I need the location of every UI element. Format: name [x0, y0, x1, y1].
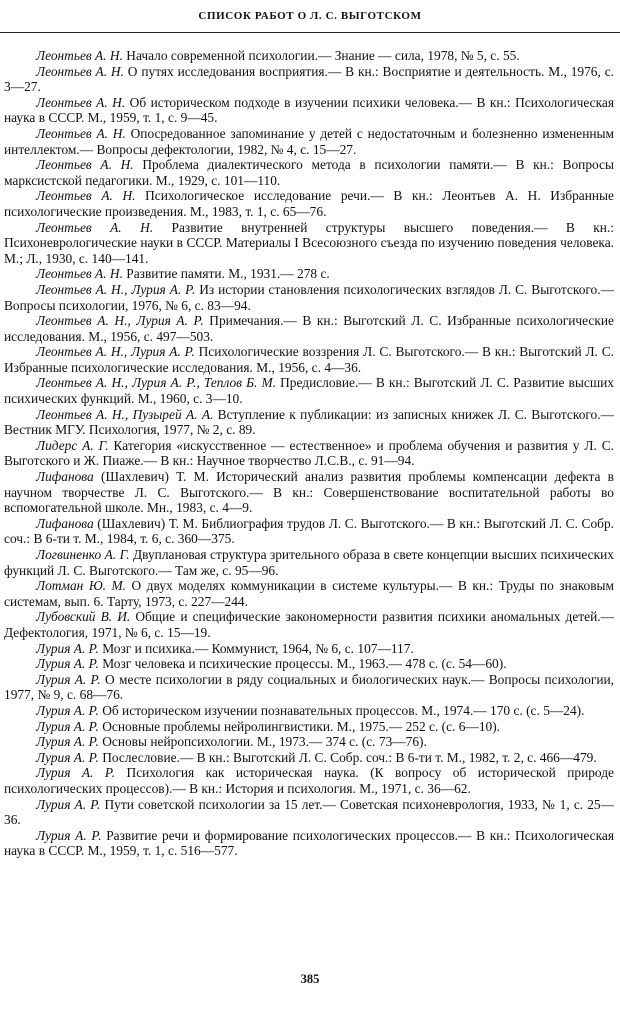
entry-text: Опосредованное запоминание у детей с недостаточным и болезненно измененным интеллектом.— Вопросы дефектологии, 1982, № 4, с. 15—27.: [4, 125, 615, 157]
entry-text: Об историческом подходе в изучении психики человека.— В кн.: Психологическая наука в СССР. М., 1959, т. 1, с. 9—45.: [4, 94, 614, 126]
bibliography-entry: [4, 469, 614, 516]
entry-author: Лифанова: [36, 469, 94, 485]
bibliography-entry: [4, 797, 614, 828]
bibliography-entry: [4, 641, 614, 657]
bibliography-entry: [4, 157, 614, 188]
entry-text: Проблема диалектического метода в психологии памяти.— В кн.: Вопросы марксистской педагогики. М., 1929, с. 101—110.: [4, 157, 614, 188]
bibliography-entry: [4, 578, 614, 609]
entry-author: Лурия А. Р.: [36, 718, 99, 734]
entry-author: Леонтьев А. Н.: [36, 157, 134, 173]
entry-text: О двух моделях коммуникации в системе культуры.— В кн.: Труды по знаковым системам, вып. 6. Тарту, 1973, с. 227—244.: [4, 578, 615, 609]
entry-author: Леонтьев А. Н.: [36, 48, 123, 63]
bibliography-entry: [4, 547, 614, 578]
entry-author: Лурия А. Р.: [36, 827, 102, 843]
entry-author: Лифанова: [36, 515, 94, 531]
entry-author: Лурия А. Р.: [36, 702, 99, 718]
bibliography-entry: [4, 828, 614, 859]
bibliography-entry: [4, 220, 614, 267]
entry-author: Лурия А. Р.: [36, 640, 99, 656]
entry-author: Леонтьев А. Н., Лурия А. Р.: [36, 313, 204, 329]
bibliography-entry: [4, 313, 614, 344]
bibliography-entry: [4, 375, 614, 406]
entry-author: Лубовский В. И.: [36, 609, 131, 625]
entry-text: (Шахлевич) Т. М. Исторический анализ развития проблемы компенсации дефекта в научном творчестве Л. С. Выготского.— В кн.: Совершенствование воспитательной работы во вспомогательной школе. Мн., 1983, с. 4—9.: [4, 469, 614, 516]
entry-author: Леонтьев А. Н.: [36, 63, 124, 79]
entry-text: Начало современной психологии.— Знание — сила, 1978, № 5, с. 55.: [122, 48, 520, 63]
bibliography-entry: [4, 266, 614, 282]
bibliography-entry: [4, 438, 614, 469]
entry-text: Развитие памяти. М., 1931.— 278 с.: [122, 266, 330, 282]
bibliography-entry: [4, 765, 614, 796]
entry-text: Вступление к публикации: из записных книжек Л. С. Выготского.— Вестник МГУ. Психология, 1977, № 2, с. 89.: [4, 406, 614, 438]
bibliography-entry: [4, 609, 614, 640]
entry-text: Развитие речи и формирование психологических процессов.— В кн.: Психологическая наука в СССР. М., 1959, т. 1, с. 516—577.: [4, 827, 615, 859]
bibliography-entry: [4, 64, 614, 95]
entry-text: Основы нейропсихологии. М., 1973.— 374 с. (с. 73—76).: [98, 734, 427, 750]
entry-text: Пути советской психологии за 15 лет.— Советская психоневрология, 1933, № 1, с. 25—36.: [4, 796, 614, 828]
bibliography-entry: [4, 48, 614, 64]
entry-author: Леонтьев А. Н.: [36, 188, 136, 204]
bibliography-entry: [4, 750, 614, 766]
header-rule: [0, 32, 620, 33]
entry-text: Психология как историческая наука. (К вопросу об исторической природе психологических процессов).— В кн.: История и психология. М., 1971, с. 36—62.: [4, 765, 614, 796]
entry-text: Примечания.— В кн.: Выготский Л. С. Избранные психологические исследования. М., 1956, с. 497—503.: [4, 313, 614, 344]
entry-author: Леонтьев А. Н.: [36, 94, 126, 110]
entry-text: Категория «искусственное — естественное» и проблема обучения и развития у Л. С. Выготского и Ж. Пиаже.— В кн.: Научное творчество Л.С.В., с. 91—94.: [4, 437, 614, 469]
entry-author: Леонтьев А. Н.: [36, 125, 126, 141]
entry-text: Предисловие.— В кн.: Выготский Л. С. Развитие высших психических функций. М., 1960, с. 3—10.: [4, 375, 614, 407]
bibliography-entry: [4, 282, 614, 313]
bibliography-entry: [4, 188, 614, 219]
entry-text: Двуплановая структура зрительного образа в свете концепции высших психических функций Л. С. Выготского.— Там же, с. 95—96.: [4, 547, 614, 578]
entry-author: Леонтьев А. Н., Пузырей А. А.: [36, 406, 214, 422]
page-number: 385: [300, 972, 320, 986]
bibliography-entry: [4, 126, 614, 157]
bibliography-entry: [4, 95, 614, 126]
bibliography-list: [4, 48, 614, 859]
bibliography-entry: [4, 734, 614, 750]
entry-author: Лурия А. Р.: [36, 656, 99, 672]
entry-author: Леонтьев А. Н.: [36, 266, 123, 282]
bibliography-entry: [4, 407, 614, 438]
entry-author: Леонтьев А. Н., Лурия А. Р., Теплов Б. М.: [36, 375, 276, 391]
entry-text: Основные проблемы нейролингвистики. М., 1975.— 252 с. (с. 6—10).: [98, 718, 501, 734]
entry-author: Леонтьев А. Н., Лурия А. Р.: [36, 344, 195, 360]
entry-author: Лурия А. Р.: [36, 734, 99, 750]
entry-author: Лурия А. Р.: [36, 749, 99, 765]
entry-text: Психологические воззрения Л. С. Выготского.— В кн.: Выготский Л. С. Избранные психологические исследования. М., 1956, с. 4—36.: [4, 344, 614, 375]
entry-text: Психологическое исследование речи.— В кн.: Леонтьев А. Н. Избранные психологические произведения. М., 1983, т. 1, с. 65—76.: [4, 188, 614, 219]
entry-text: О путях исследования восприятия.— В кн.: Восприятие и деятельность. М., 1976, с. 3—27.: [4, 63, 614, 95]
entry-author: Лурия А. Р.: [36, 765, 116, 781]
entry-text: Послесловие.— В кн.: Выготский Л. С. Собр. соч.: В 6-ти т. М., 1982, т. 2, с. 466—479.: [98, 749, 597, 765]
entry-text: Из истории становления психологических взглядов Л. С. Выготского.— Вопросы психологии, 1976, № 6, с. 83—94.: [4, 281, 614, 313]
entry-text: Об историческом изучении познавательных процессов. М., 1974.— 170 с. (с. 5—24).: [98, 702, 585, 718]
entry-author: Лидерс А. Г.: [36, 437, 109, 453]
entry-author: Логвиненко А. Г.: [36, 547, 130, 562]
entry-text: Мозг и психика.— Коммунист, 1964, № 6, с. 107—117.: [98, 640, 414, 656]
entry-author: Леонтьев А. Н., Лурия А. Р.: [36, 281, 196, 297]
bibliography-entry: [4, 516, 614, 547]
entry-text: (Шахлевич) Т. М. Библиография трудов Л. С. Выготского.— В кн.: Выготский Л. С. Собр. соч.: В 6-ти т. М., 1984, т. 6, с. 360—375.: [4, 515, 614, 547]
entry-text: О месте психологии в ряду социальных и биологических наук.— Вопросы психологии, 1977, № 9, с. 68—76.: [4, 671, 615, 703]
bibliography-entry: [4, 344, 614, 375]
bibliography-entry: [4, 703, 614, 719]
entry-text: Общие и специфические закономерности развития психики аномальных детей.— Дефектология, 1971, № 6, с. 15—19.: [4, 609, 614, 640]
entry-author: Лурия А. Р.: [36, 671, 101, 687]
bibliography-entry: [4, 656, 614, 672]
running-header: СПИСОК РАБОТ О Л. С. ВЫГОТСКОМ: [198, 10, 422, 22]
entry-text: Развитие внутренней структуры высшего поведения.— В кн.: Психоневрологические науки в СССР. Материалы I Всесоюзного съезда по изучению поведения человека. М.; Л., 1930, с. 140—141.: [4, 219, 615, 266]
bibliography-entry: [4, 672, 614, 703]
entry-author: Леонтьев А. Н.: [36, 219, 154, 235]
entry-author: Лурия А. Р.: [36, 796, 101, 812]
entry-text: Мозг человека и психические процессы. М., 1963.— 478 с. (с. 54—60).: [98, 656, 507, 672]
entry-author: Лотман Ю. М.: [36, 578, 126, 594]
bibliography-entry: [4, 719, 614, 735]
